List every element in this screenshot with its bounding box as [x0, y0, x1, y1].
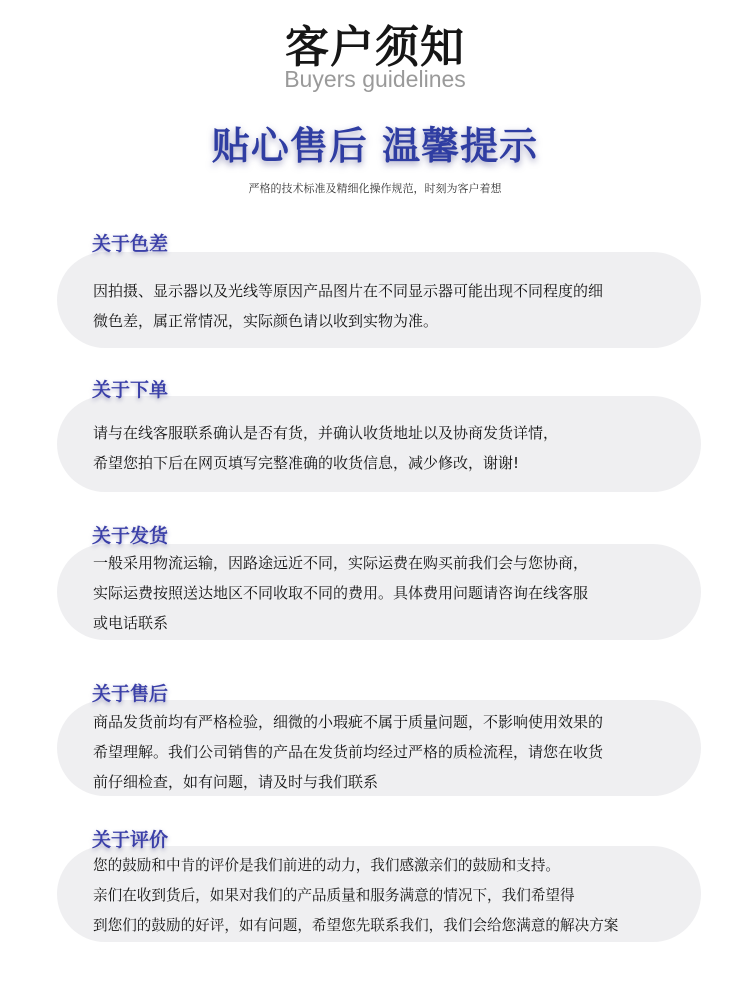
section-line: 或电话联系: [93, 614, 169, 632]
section-line: 商品发货前均有严格检验，细微的小瑕疵不属于质量问题，不影响使用效果的: [93, 713, 604, 731]
section-body: [93, 276, 693, 336]
section-heading: 关于发货: [92, 525, 169, 547]
headline: 贴心售后 温馨提示: [211, 124, 539, 168]
page-subtitle-en: Buyers guidelines: [284, 66, 466, 92]
section-heading: 关于评价: [92, 829, 169, 851]
section-heading: 关于售后: [92, 683, 169, 705]
tagline: 严格的技术标准及精细化操作规范，时刻为客户着想: [248, 182, 502, 195]
section-line: 希望您拍下后在网页填写完整准确的收货信息，减少修改，谢谢!: [93, 454, 520, 472]
section-heading: 关于色差: [92, 233, 169, 255]
section-body: [93, 548, 693, 638]
section-body: [93, 418, 693, 478]
section-line: 您的鼓励和中肯的评价是我们前进的动力，我们感激亲们的鼓励和支持。: [93, 857, 561, 874]
section-line: 一般采用物流运输，因路途远近不同，实际运费在购买前我们会与您协商，: [93, 554, 589, 572]
section-line: 亲们在收到货后，如果对我们的产品质量和服务满意的情况下，我们希望得: [93, 887, 575, 904]
section-after-sales: [57, 682, 701, 800]
section-line: 因拍摄、显示器以及光线等原因产品图片在不同显示器可能出现不同程度的细: [93, 282, 604, 300]
section-color-difference: [57, 232, 701, 350]
section-shipping: [57, 524, 701, 642]
section-heading: 关于下单: [92, 379, 169, 401]
section-line: 请与在线客服联系确认是否有货，并确认收货地址以及协商发货详情，: [93, 424, 559, 442]
section-reviews: [57, 828, 701, 946]
section-line: 实际运费按照送达地区不同收取不同的费用。具体费用问题请咨询在线客服: [93, 584, 589, 602]
section-body: [93, 707, 693, 797]
section-line: 前仔细检查，如有问题，请及时与我们联系: [93, 773, 379, 791]
section-line: 微色差，属正常情况，实际颜色请以收到实物为准。: [93, 312, 439, 330]
page-title: 客户须知: [285, 22, 465, 73]
section-line: 到您们的鼓励的好评，如有问题，希望您先联系我们，我们会给您满意的解决方案: [93, 917, 619, 934]
section-body: [93, 851, 693, 941]
section-line: 希望理解。我们公司销售的产品在发货前均经过严格的质检流程，请您在收货: [93, 743, 604, 761]
section-ordering: [57, 378, 701, 496]
